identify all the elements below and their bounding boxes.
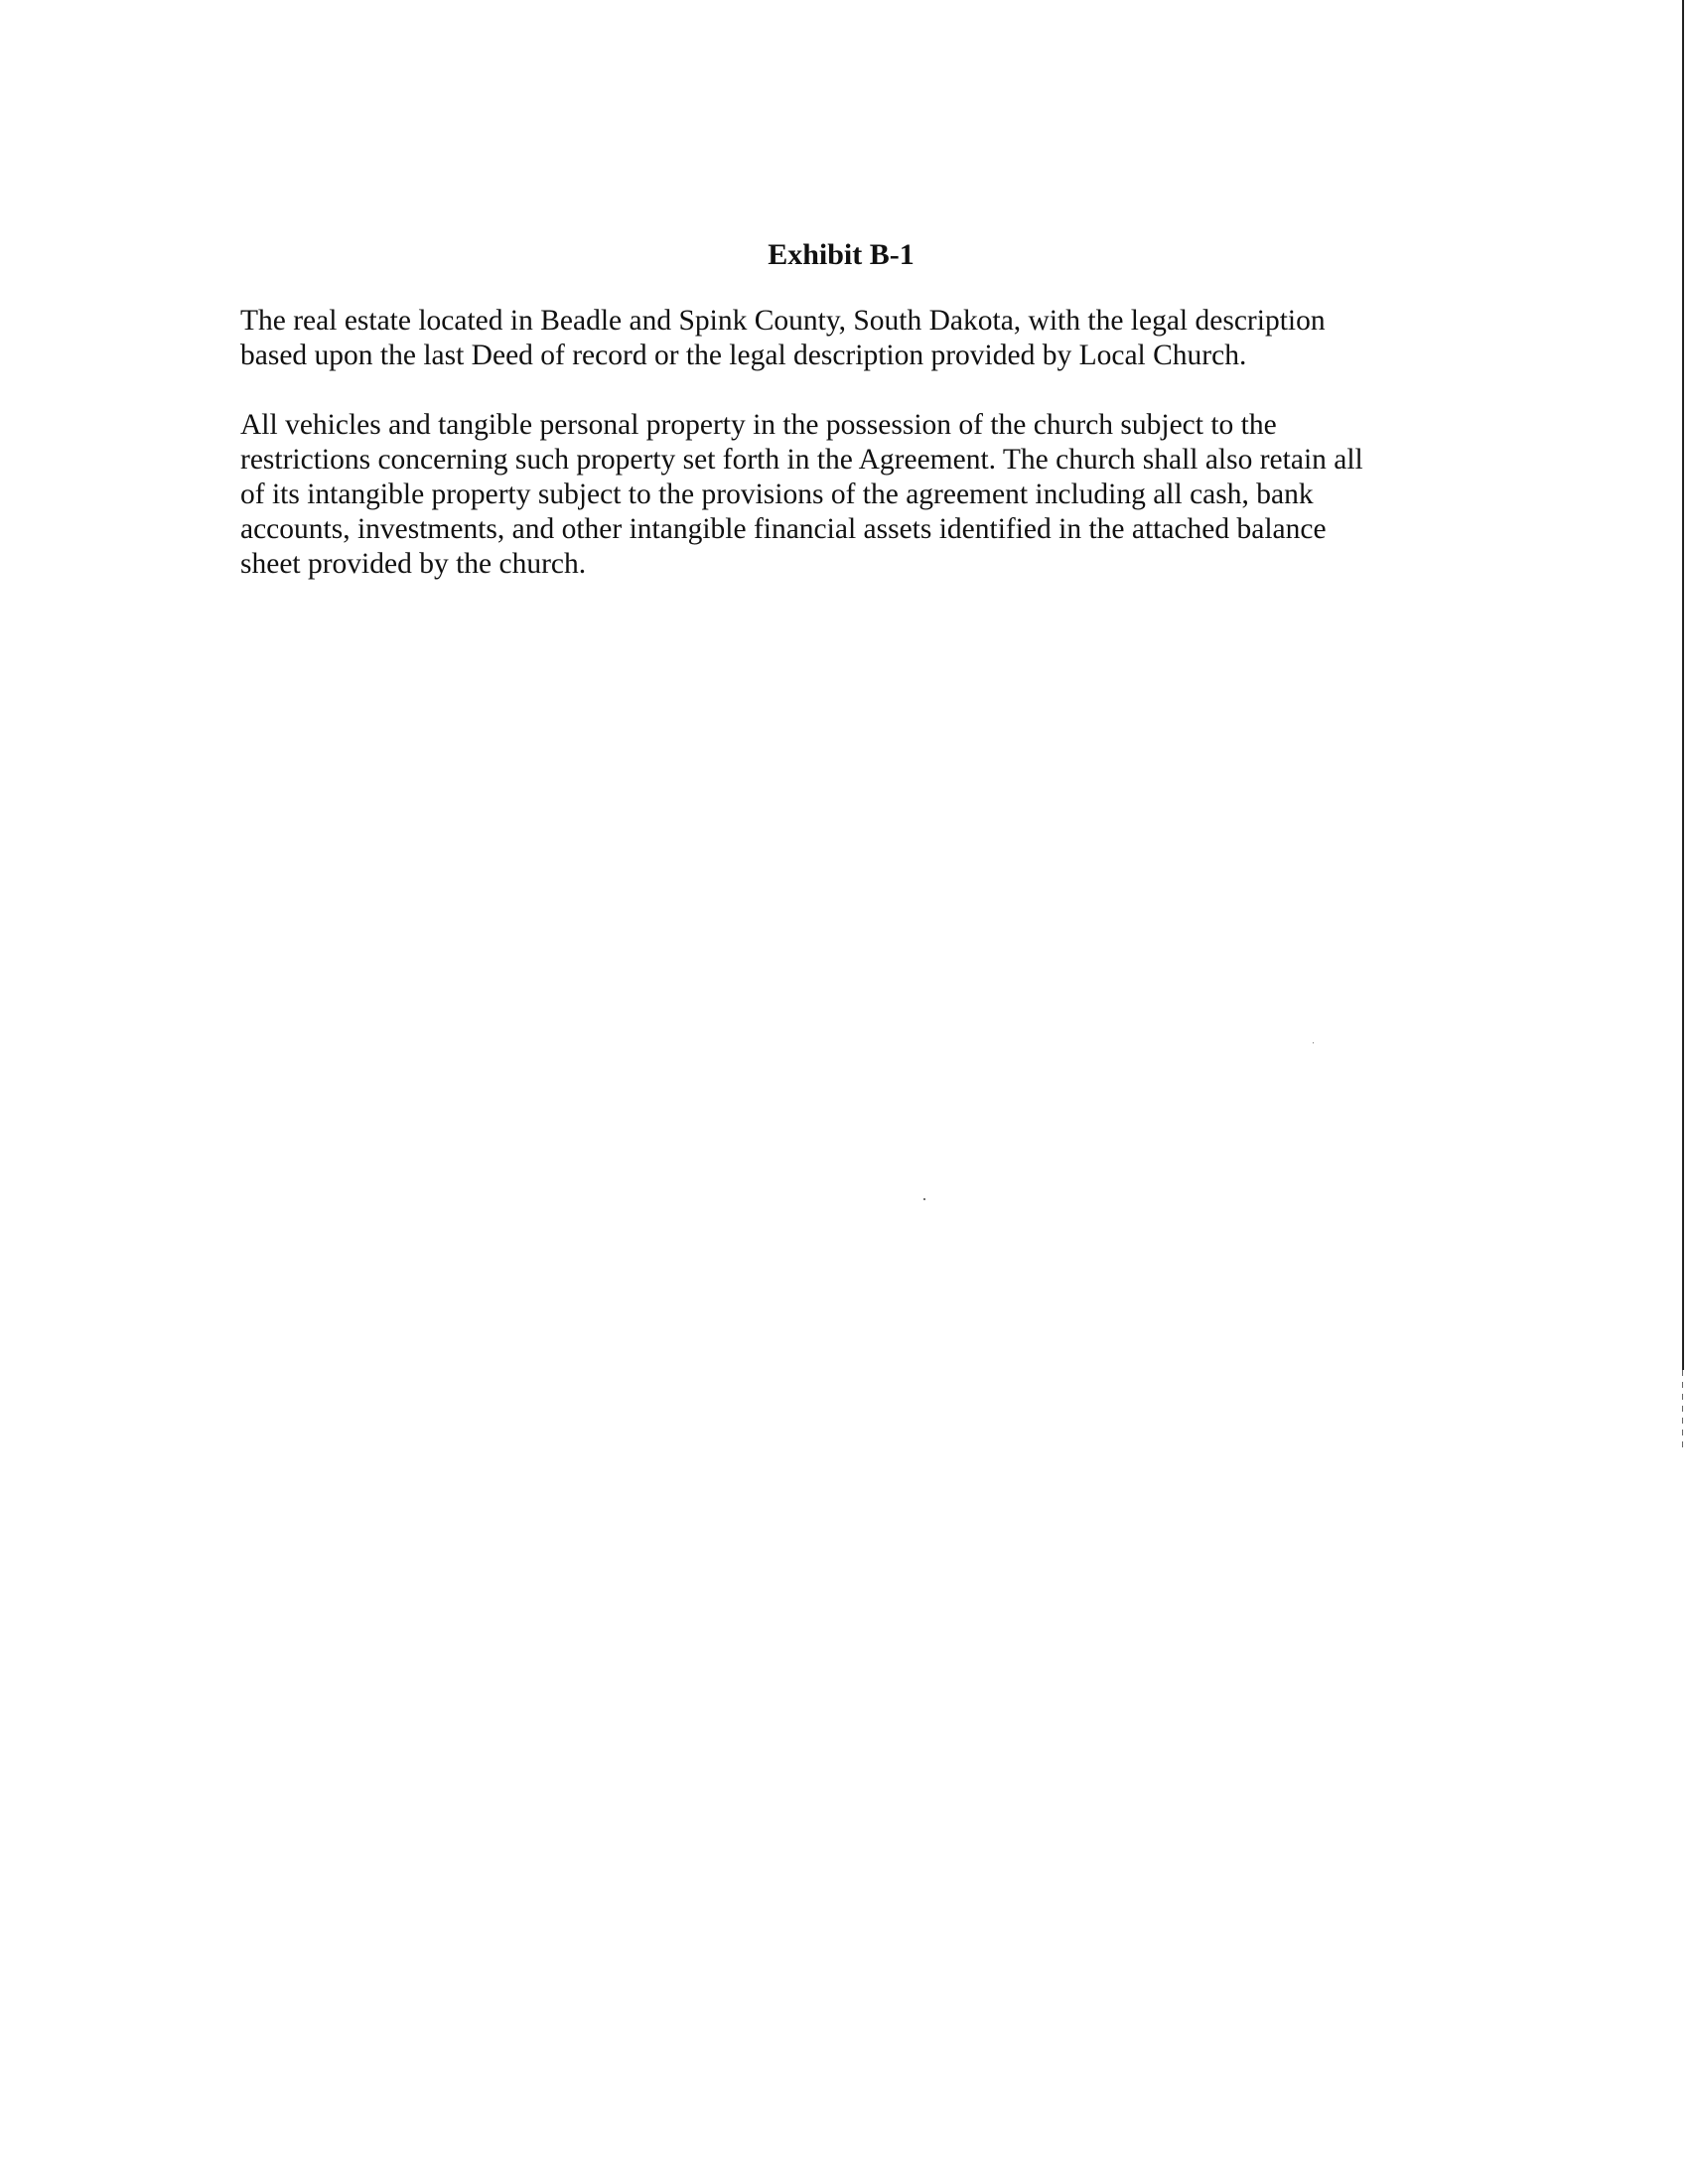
paragraph-line: All vehicles and tangible personal property in the possession of the church subject to the — [240, 409, 1277, 441]
scan-edge-line — [1682, 0, 1684, 1370]
exhibit-title: Exhibit B-1 — [768, 238, 915, 271]
paragraph-line: based upon the last Deed of record or the legal description provided by Local Church. — [240, 340, 1247, 371]
paragraph-line: The real estate located in Beadle and Spink County, South Dakota, with the legal description — [240, 305, 1326, 337]
scan-speck — [1313, 1042, 1314, 1043]
paragraph-line: of its intangible property subject to the provisions of the agreement including all cash, bank — [240, 478, 1314, 510]
paragraph-real-estate — [240, 304, 1432, 373]
document-body — [240, 238, 1432, 616]
scan-edge-line-faint — [1682, 1370, 1683, 1449]
scan-speck — [923, 1198, 925, 1200]
paragraph-line: accounts, investments, and other intangible financial assets identified in the attached balance — [240, 513, 1327, 545]
paragraph-line: sheet provided by the church. — [240, 548, 587, 580]
paragraph-line: restrictions concerning such property set forth in the Agreement. The church shall also retain all — [240, 444, 1363, 476]
paragraph-personal-property — [240, 408, 1432, 582]
